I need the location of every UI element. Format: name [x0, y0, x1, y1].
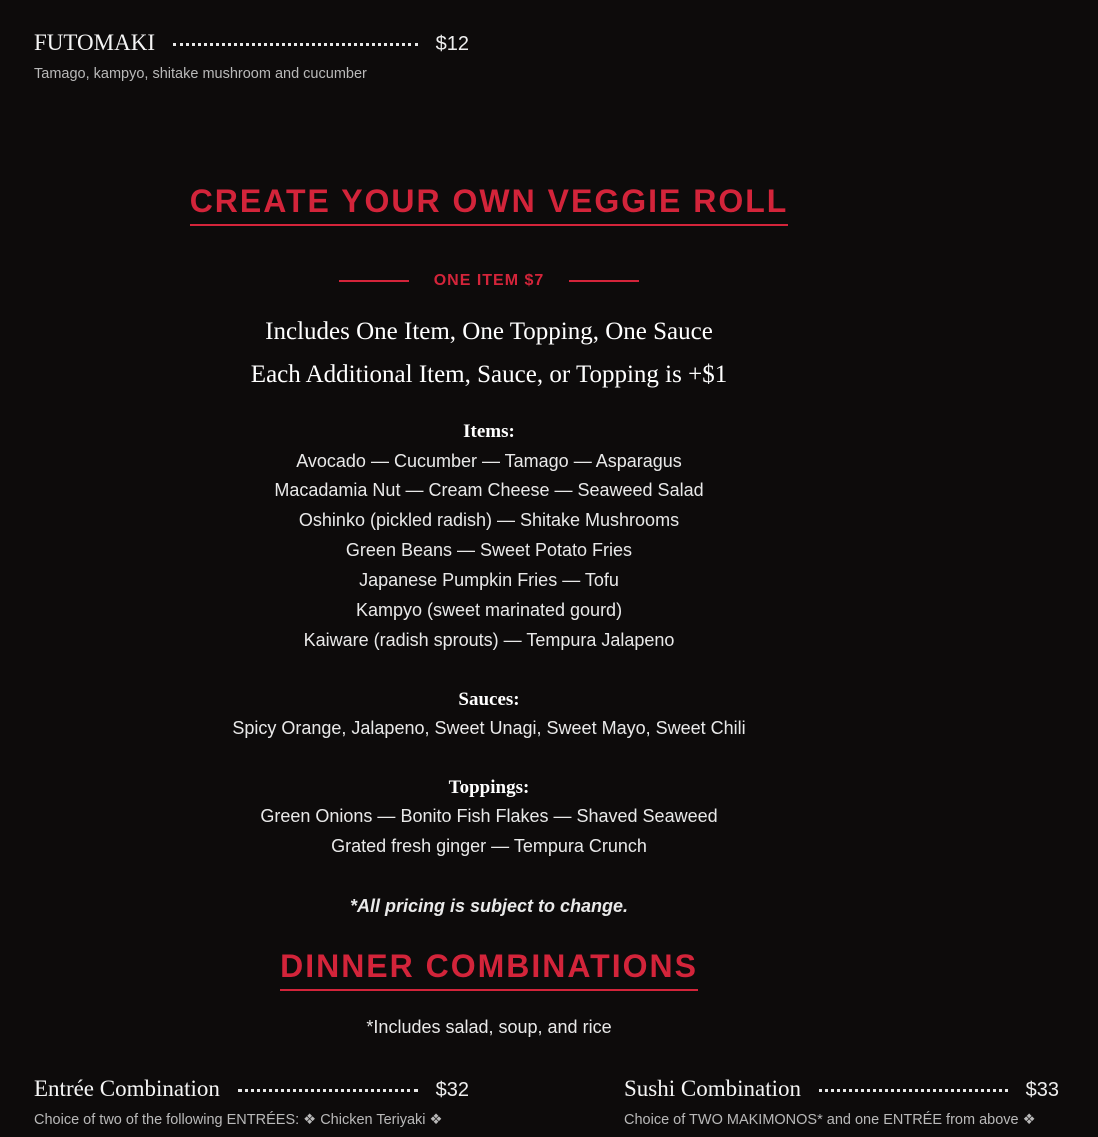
item-price: $12 — [435, 33, 469, 55]
item-name: FUTOMAKI — [34, 30, 155, 55]
item-price: $33 — [1025, 1079, 1059, 1101]
pricing-note: *All pricing is subject to change. — [349, 896, 629, 916]
items-line: Kaiware (radish sprouts) — Tempura Jalapeno — [303, 630, 675, 650]
toppings-line: Green Onions — Bonito Fish Flakes — Shaved Seaweed — [260, 806, 718, 826]
price-subhead — [0, 272, 978, 290]
items-label: Items: — [463, 421, 515, 442]
items-line: Japanese Pumpkin Fries — Tofu — [359, 570, 619, 590]
item-name: Sushi Combination — [624, 1076, 801, 1101]
includes-line: Includes One Item, One Topping, One Sauce — [265, 318, 713, 345]
items-line: Macadamia Nut — Cream Cheese — Seaweed Salad — [274, 480, 704, 500]
section-title-text: DINNER COMBINATIONS — [280, 948, 698, 991]
divider-left — [339, 280, 409, 282]
section-title-veggie-roll — [0, 183, 978, 226]
toppings-label: Toppings: — [448, 777, 530, 798]
dot-leader — [238, 1089, 418, 1092]
menu-item-sushi-combination — [624, 1076, 1059, 1136]
toppings-line: Grated fresh ginger — Tempura Crunch — [331, 836, 647, 856]
sauces-label: Sauces: — [458, 689, 520, 710]
additional-line: Each Additional Item, Sauce, or Topping is +$1 — [250, 361, 728, 388]
item-description: Choice of two of the following ENTRÉES: ❖ Chicken Teriyaki ❖ — [34, 1112, 443, 1128]
item-price: $32 — [435, 1079, 469, 1101]
menu-item-entree-combination — [34, 1076, 469, 1136]
items-line: Oshinko (pickled radish) — Shitake Mushrooms — [298, 510, 680, 530]
items-line: Green Beans — Sweet Potato Fries — [345, 540, 633, 560]
item-description: Tamago, kampyo, shitake mushroom and cucumber — [34, 66, 367, 82]
menu-item-futomaki — [34, 30, 469, 88]
items-line: Kampyo (sweet marinated gourd) — [355, 600, 623, 620]
item-name: Entrée Combination — [34, 1076, 220, 1101]
dot-leader — [173, 43, 418, 46]
items-line: Avocado — Cucumber — Tamago — Asparagus — [296, 451, 682, 471]
dot-leader — [819, 1089, 1008, 1092]
subhead-text: ONE ITEM $7 — [433, 272, 545, 289]
divider-right — [569, 280, 639, 282]
section-title-dinner-combinations — [0, 948, 978, 991]
sauces-line: Spicy Orange, Jalapeno, Sweet Unagi, Sweet Mayo, Sweet Chili — [232, 718, 746, 738]
item-description: Choice of TWO MAKIMONOS* and one ENTRÉE from above ❖ — [624, 1112, 1036, 1128]
dinner-subtitle: *Includes salad, soup, and rice — [366, 1017, 612, 1037]
section-title-text: CREATE YOUR OWN VEGGIE ROLL — [190, 183, 789, 226]
